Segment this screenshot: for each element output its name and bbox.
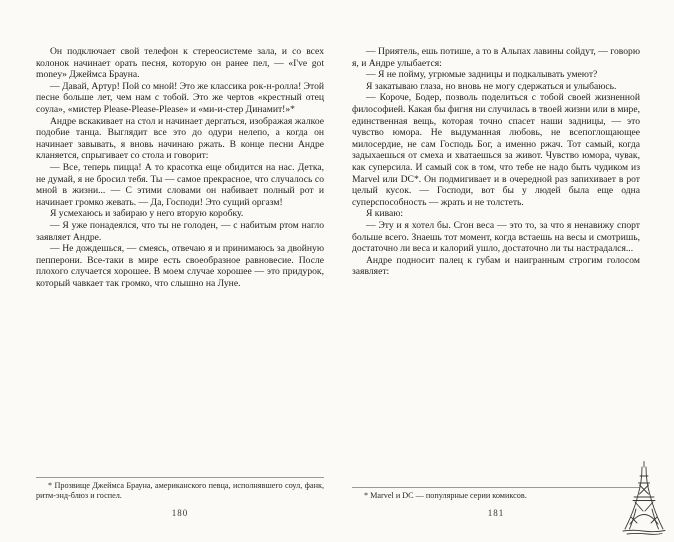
paragraph: — Не дождешься, — смеясь, отвечаю я и принимаюсь за двойную пепперони. Все-таки в мире есть своеобразное равновесие. После плохого случается хорошее. В моем случае хорошее — это придурок, который чавкает так громко, что слышно на Луне. xyxy=(36,243,324,289)
paragraph: — Давай, Артур! Пой со мной! Это же классика рок-н-ролла! Этой песне больше лет, чем нам с тобой. Это же чертов «крестный отец соула», «мистер Please-Please-Please» и «ми-и-стер Динамит!»* xyxy=(36,80,324,115)
paragraph: Я киваю: xyxy=(366,208,404,220)
footnote-left xyxy=(36,477,324,501)
paragraph: Я усмехаюсь и забираю у него вторую коробку. xyxy=(50,208,244,220)
paragraph: — Эту и я хотел бы. Сгон веса — это то, за что я ненавижу спорт больше всего. Знаешь тот момент, когда встаешь на весы и смотришь, достаточно ли веса и калорий ушло, достаточно ли ты настрадался... xyxy=(352,219,640,255)
paragraph: — Все, теперь пицца! А то красотка еще обидится на нас. Детка, не думай, я не бросил тебя. Ты — самое прекрасное, что случалось со мной в жизни... — С этими словами он набивает полный рот и начинает громко жевать. — Да, Господи! Это сущий оргазм! xyxy=(36,161,324,208)
page-number-right: 181 xyxy=(487,508,505,518)
paragraph: Я закатываю глаза, но вновь не могу сдержаться и улыбаюсь. xyxy=(366,80,617,92)
paragraph: — Я уже понадеялся, что ты не голоден, — с набитым ртом нагло заявляет Андре. xyxy=(36,219,324,243)
paragraph: Он подключает свой телефон к стереосистеме зала, и со всех колонок начинает орать песня, которую он ранее пел, — «I've got money» Джеймса Брауна. xyxy=(36,46,324,81)
page-number-left: 180 xyxy=(171,508,189,518)
paragraph: Андре вскакивает на стол и начинает дергаться, изображая жалкое подобие танца. Выглядит все это до одури нелепо, а когда он начинает завывать, я вновь начинаю ржать. В конце песни Андре кланяется, спрыгивает со стола и говорит: xyxy=(36,115,324,162)
paragraph: — Я не пойму, угрюмые задницы и подкалывать умеют? xyxy=(366,69,598,81)
footnote-text: * Прозвище Джеймса Брауна, американского певца, исполнявшего соул, фанк, ритм-энд-блюз и госпел. xyxy=(36,481,324,500)
paragraph: Андре подносит палец к губам и наигранным строгим голосом заявляет: xyxy=(352,254,640,278)
paragraph: — Приятель, ешь потише, а то в Альпах лавины сойдут, — говорю я, и Андре улыбается: xyxy=(352,46,640,69)
page-180 xyxy=(36,46,324,518)
footnote-text: * Marvel и DC — популярные серии комиксов. xyxy=(364,491,527,500)
page-181 xyxy=(352,46,640,518)
page-180-text xyxy=(36,46,324,289)
footnote-right xyxy=(352,487,640,501)
page-181-text xyxy=(352,46,640,278)
paragraph: — Короче, Бодер, позволь поделиться с тобой своей жизненной философией. Какая бы фигня ни случилась в твоей жизни или в мире, единственная вещь, которая точно спасет наши задницы, — это чувство юмора. Не выдуманная любовь, не всепоглощающее милосердие, не сам Господь Бог, а именно ржач. Тот самый, когда задыхаешься от смеха и хватаешься за живот. Чувство юмора, чувак, как суперсила. И самый сок в том, что тебе не надо быть чудиком из Marvel или DC*. Он подмигивает и в очередной раз запихивает в рот целый кусок. — Господи, вот бы у людей была еще одна суперспособность — жрать и не толстеть. xyxy=(352,92,640,208)
eiffel-tower-icon xyxy=(620,461,668,537)
